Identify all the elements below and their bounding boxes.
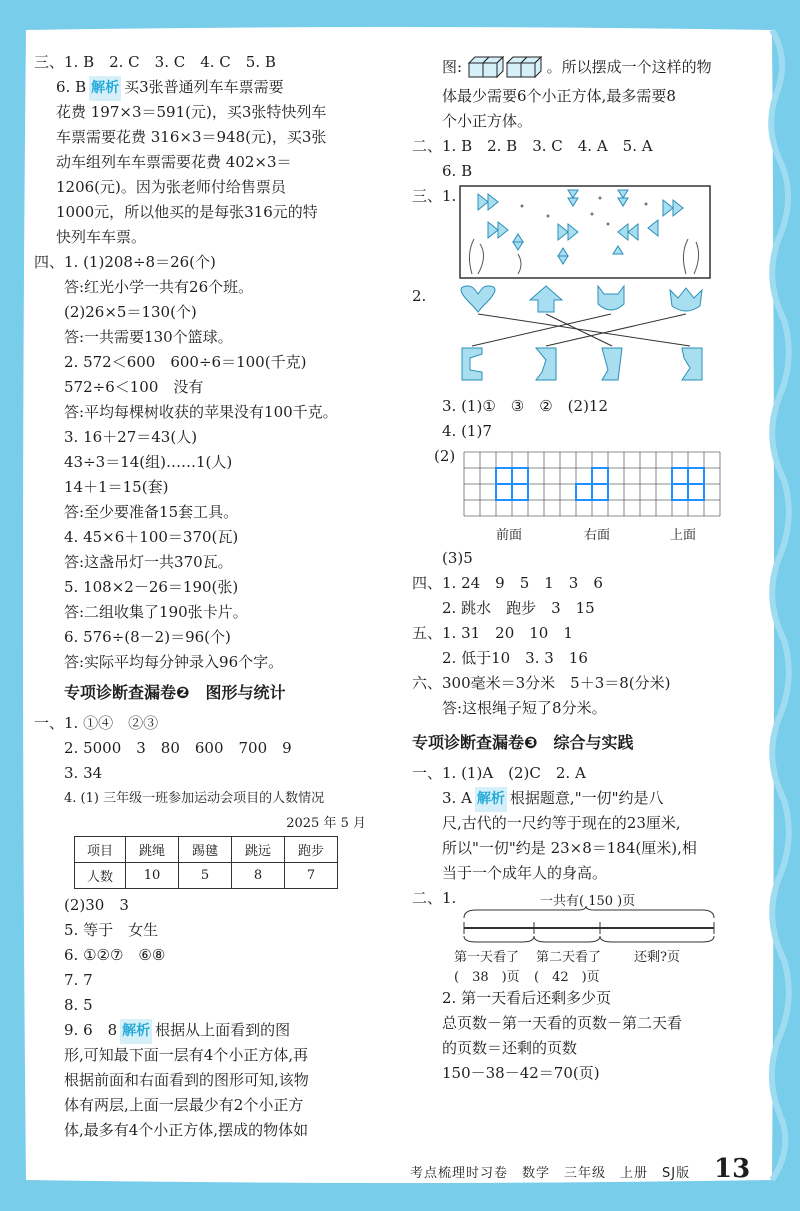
diagram-day2-value: ( 42 )页 (534, 970, 600, 985)
answer-line: 答:红光小学一共有26个班。 (64, 278, 254, 296)
answer-line: 个小正方体。 (442, 112, 533, 130)
answer-line: 2. 跳水 跑步 3 15 (442, 599, 595, 617)
answer-line: 一、1. ①④ ②③ (34, 714, 159, 732)
table-cell: 8 (232, 863, 285, 889)
answer-line: (2)30 3 (64, 896, 129, 914)
answer-line: 动车组列车车票需要花费 402×3＝ (56, 153, 292, 171)
shape-matching-figure (458, 284, 758, 394)
grid-label-top: 上面 (670, 528, 697, 543)
answer-line: 7. 7 (64, 971, 93, 989)
answer-line: 2. 5000 3 80 600 700 9 (64, 739, 292, 757)
view-grid-figure (462, 448, 752, 528)
cube-figure-icon (467, 53, 542, 83)
diagram-remaining: 还剩?页 (634, 950, 680, 965)
answer-line: 1206(元)。因为张老师付给售票员 (56, 178, 286, 196)
answer-line: 9. 6 8 解析 根据从上面看到的图 (34, 1018, 396, 1043)
answer-line: 3. 34 (64, 764, 103, 782)
diagram-day1: 第一天看了 (454, 950, 520, 965)
answer-line: 体最少需要6个小正方体,最多需要8 (442, 87, 676, 105)
answer-line: 答:二组收集了190张卡片。 (64, 603, 248, 621)
analysis-tag: 解析 (120, 1019, 152, 1044)
answer-line: 4. (1) 三年级一班参加运动会项目的人数情况 (64, 791, 325, 806)
table-cell: 跳远 (232, 837, 285, 863)
answer-line: 根据前面和右面看到的图形可知,该物 (64, 1071, 309, 1089)
stats-table (74, 836, 338, 889)
fish-tank-question (412, 184, 767, 284)
answer-line: 2. 第一天看后还剩多少页 (442, 989, 612, 1007)
answer-line: 答:平均每棵树收获的苹果没有100千克。 (64, 403, 338, 421)
diagram-day2: 第二天看了 (536, 950, 602, 965)
line-diagram (452, 906, 752, 946)
grid-label-front: 前面 (496, 528, 523, 543)
answer-line: 四、1. (1)208÷8＝26(个) (34, 253, 216, 271)
answer-line: 6. B 解析 买3张普通列车车票需要 (34, 75, 396, 100)
table-cell: 跳绳 (126, 837, 179, 863)
answer-line: 形,可知最下面一层有4个小正方体,再 (64, 1046, 309, 1064)
table-cell: 踢毽 (179, 837, 232, 863)
answer-line: 四、1. 24 9 5 1 3 6 (412, 574, 603, 592)
answer-line: 一、1. (1)A (2)C 2. A (412, 764, 586, 782)
section-title: 专项诊断查漏卷❸ 综合与实践 (412, 733, 634, 752)
question-number: 2. (412, 287, 427, 305)
answer-line: 5. 108×2－26＝190(张) (64, 578, 239, 596)
table-cell: 7 (285, 863, 338, 889)
table-row (75, 863, 338, 889)
question-number: 三、1. (412, 187, 457, 205)
answer-line: 14＋1＝15(套) (64, 478, 169, 496)
answer-line: 的页数＝还剩的页数 (442, 1039, 578, 1057)
analysis-tag: 解析 (89, 76, 121, 101)
answer-line: 当于一个成年人的身高。 (442, 864, 608, 882)
answer-line: 六、300毫米＝3分米 5＋3＝8(分米) (412, 674, 671, 692)
answer-line: 4. (1)7 (442, 422, 492, 440)
diagram-total: 一共有( 150 )页 (540, 894, 636, 909)
answer-line: 答:至少要准备15套工具。 (64, 503, 239, 521)
fish-tank-figure (458, 184, 758, 284)
answer-line: 车票需要花费 316×3＝948(元)，买3张 (56, 128, 327, 146)
table-cell: 10 (126, 863, 179, 889)
question-number: (2) (434, 447, 456, 465)
shape-matching-question (412, 284, 767, 394)
answer-line: 五、1. 31 20 10 1 (412, 624, 573, 642)
answer-line: 快列车车票。 (56, 228, 147, 246)
answer-line: 150－38－42＝70(页) (442, 1064, 600, 1082)
answer-line: 3. A 解析 根据题意,"一仞"约是八 (412, 786, 767, 811)
answer-line: 尺,古代的一尺约等于现在的23厘米, (442, 814, 681, 832)
footer-text: 考点梳理时习卷 数学 三年级 上册 SJ版 (410, 1166, 691, 1181)
answer-line: 二、1. B 2. B 3. C 4. A 5. A (412, 137, 653, 155)
right-column (412, 50, 767, 1086)
question-number: 二、1. (412, 889, 457, 907)
answer-line: 体有两层,上面一层最少有2个小正方 (64, 1096, 304, 1114)
answer-line: 572÷6＜100 没有 (64, 378, 204, 396)
view-grid-question (412, 444, 767, 543)
answer-line: 图: 。所以摆成一个这样的物 (412, 50, 767, 84)
section-title: 专项诊断查漏卷❷ 图形与统计 (64, 683, 286, 702)
answer-line: 花费 197×3＝591(元)，买3张特快列车 (56, 103, 327, 121)
table-cell: 跑步 (285, 837, 338, 863)
answer-line: 3. (1)① ③ ② (2)12 (442, 397, 609, 415)
table-cell: 项目 (75, 837, 126, 863)
answer-line: 5. 等于 女生 (64, 921, 159, 939)
answer-line: 8. 5 (64, 996, 93, 1014)
answer-line: 所以"一仞"约是 23×8＝184(厘米),相 (442, 839, 697, 857)
line-diagram-question (412, 886, 767, 986)
answer-line: 1000元，所以他买的是每张316元的特 (56, 203, 318, 221)
page-footer (0, 1154, 800, 1188)
answer-line: 答:一共需要130个篮球。 (64, 328, 233, 346)
answer-line: 2. 572＜600 600÷6＝100(千克) (64, 353, 307, 371)
table-row (75, 837, 338, 863)
answer-line: 三、1. B 2. C 3. C 4. C 5. B (34, 53, 276, 71)
answer-line: 43÷3＝14(组)……1(人) (64, 453, 233, 471)
answer-line: 6. 576÷(8－2)＝96(个) (64, 628, 231, 646)
answer-line: 4. 45×6＋100＝370(瓦) (64, 528, 239, 546)
answer-line: 答:这根绳子短了8分米。 (442, 699, 607, 717)
answer-line: 答:这盏吊灯一共370瓦。 (64, 553, 233, 571)
answer-line: 总页数－第一天看的页数－第二天看 (442, 1014, 683, 1032)
answer-line: 6. ①②⑦ ⑥⑧ (64, 946, 166, 964)
analysis-tag: 解析 (475, 787, 507, 812)
diagram-day1-value: ( 38 )页 (454, 970, 520, 985)
answer-line: 3. 16＋27＝43(人) (64, 428, 198, 446)
answer-line: 6. B (442, 162, 473, 180)
answer-line: 2. 低于10 3. 3 16 (442, 649, 588, 667)
table-cell: 5 (179, 863, 232, 889)
page-number: 13 (714, 1154, 751, 1184)
answer-line: 答:实际平均每分钟录入96个字。 (64, 653, 284, 671)
left-column (34, 50, 396, 1143)
answer-line: 体,最多有4个小正方体,摆成的物体如 (64, 1121, 309, 1139)
table-cell: 人数 (75, 863, 126, 889)
answer-line: (3)5 (442, 549, 473, 567)
answer-line: (2)26×5＝130(个) (64, 303, 197, 321)
grid-label-right: 右面 (584, 528, 611, 543)
table-date: 2025 年 5 月 (286, 816, 366, 831)
